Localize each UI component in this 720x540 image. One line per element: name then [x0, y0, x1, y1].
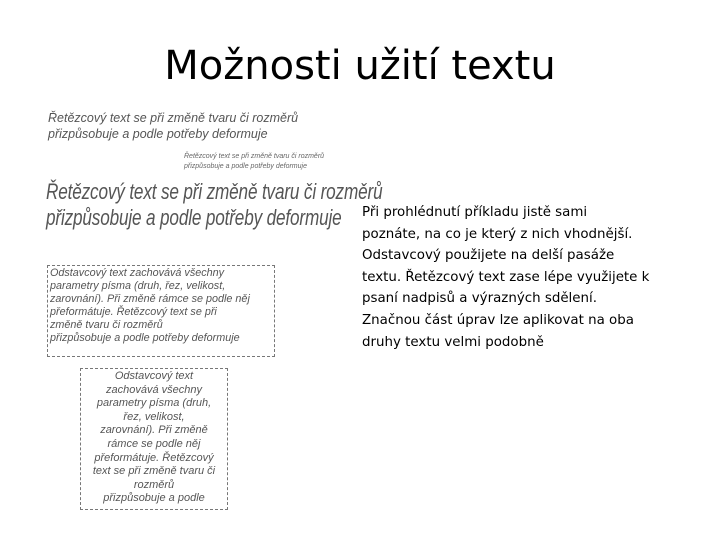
slide-title: Možnosti užití textu	[164, 43, 556, 89]
explanation-text: Při prohlédnutí příkladu jistě sami poznáte, na co je který z nich vhodnější. Odstavcový použijete na delší pasáže textu. Řetězcový text zase lépe využijete k psaní nadpisů a výrazných sdělení. Značnou část úprav lze aplikovat na oba druhy textu velmi podobně	[362, 205, 650, 350]
paragraph-text-frame-wide: Odstavcový text zachovává všechny parametry písma (druh, řez, velikost, zarovnání). Při změně rámce se podle něj přeformátuje. Řetězcový text se při změně tvaru či rozměrů přizpůsobuje a podle potřeby deformuje	[47, 265, 275, 357]
chain-text-sample-large: Řetězcový text se při změně tvaru či rozměrů přizpůsobuje a podle potřeby deformuje	[46, 179, 383, 230]
chain-text-sample-tiny: Řetězcový text se při změně tvaru či rozměrů přizpůsobuje a podle potřeby deformuje	[184, 153, 325, 170]
paragraph-text-frame-narrow: Odstavcový text zachovává všechny parametry písma (druh, řez, velikost, zarovnání). Při změně rámce se podle něj přeformátuje. Řetězcový text se při změně tvaru či rozměrů přizpůsobuje a podle	[80, 368, 228, 510]
chain-text-sample-small: Řetězcový text se při změně tvaru či rozměrů přizpůsobuje a podle potřeby deformuje	[48, 111, 299, 141]
